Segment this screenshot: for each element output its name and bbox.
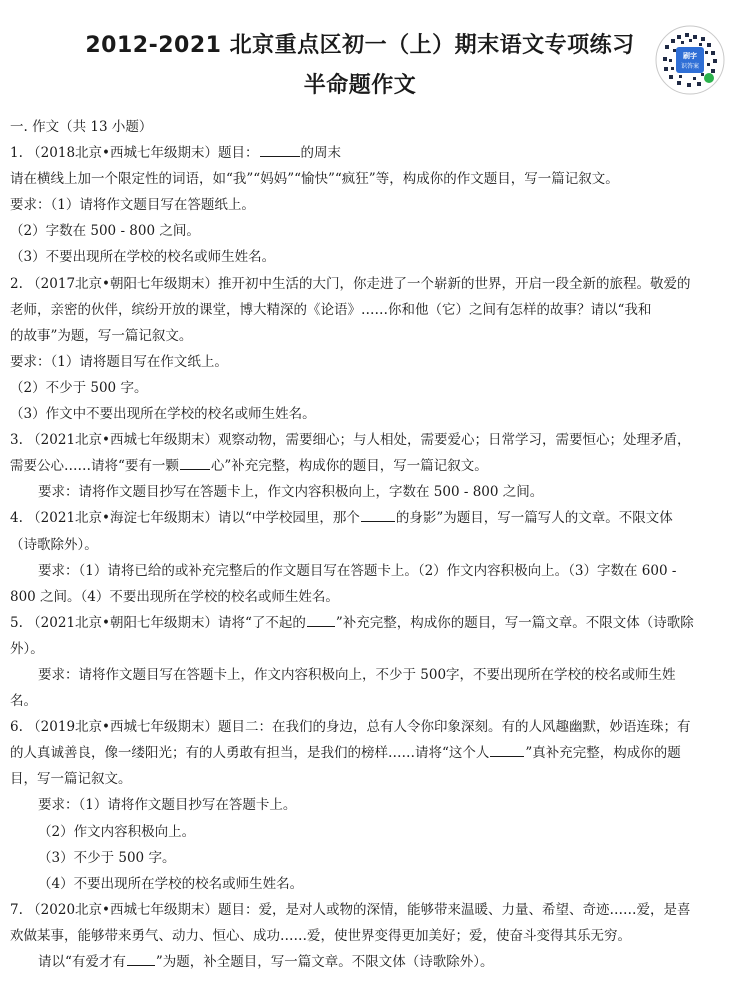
question-2-prompt: 老师，亲密的伙伴，缤纷开放的课堂，博大精深的《论语》……你和他（它）之间有怎样的故事？请以“我和 bbox=[10, 301, 652, 318]
text: ”真补充完整，构成你的题 bbox=[525, 745, 681, 762]
question-4-prompt: （诗歌除外）。 bbox=[10, 536, 98, 553]
answer-blank bbox=[490, 744, 524, 757]
requirement-line: （2）作文内容积极向上。 bbox=[38, 823, 196, 840]
question-5-title bbox=[10, 610, 718, 636]
question-6-title: 6. （2019北京•西城七年级期末）题目二：在我们的身边，总有人令你印象深刻。有的人风趣幽默，妙语连珠；有 bbox=[10, 719, 691, 736]
answer-blank bbox=[180, 457, 210, 470]
requirement-line: 800 之间。（4）不要出现所在学校的校名或师生姓名。 bbox=[10, 588, 339, 605]
question-6-prompt bbox=[10, 740, 718, 766]
text: ”补充完整，构成你的题目，写一篇文章。不限文体（诗歌除 bbox=[335, 614, 694, 631]
question-3-title: 3. （2021北京•西城七年级期末）观察动物，需要细心；与人相处，需要爱心；日常学习，需要恒心；处理矛盾， bbox=[10, 432, 691, 449]
question-7-prompt bbox=[10, 949, 718, 975]
text: 1. （2018北京•西城七年级期末）题目： bbox=[10, 145, 259, 162]
question-6-prompt: 目，写一篇记叙文。 bbox=[10, 771, 132, 788]
question-7-title: 7. （2020北京•西城七年级期末）题目：爱，是对人或物的深情，能够带来温暖、力量、希望、奇迹……爱，是喜 bbox=[10, 901, 691, 918]
requirement-line: 要求：（1）请将题目写在作文纸上。 bbox=[10, 353, 228, 370]
requirement-line: 要求：请将作文题目写在答题卡上，作文内容积极向上，不少于 500字，不要出现所在学校的校名或师生姓 bbox=[38, 666, 676, 683]
requirement-line: 要求：请将作文题目抄写在答题卡上，作文内容积极向上，字数在 500 - 800 之间。 bbox=[38, 484, 544, 501]
answer-blank bbox=[260, 144, 300, 157]
question-2-prompt: 的故事”为题，写一篇记叙文。 bbox=[10, 327, 193, 344]
text: 的人真诚善良，像一缕阳光；有的人勇敢有担当，是我们的榜样……请将“这个人 bbox=[10, 745, 490, 762]
text: 的周末 bbox=[300, 145, 341, 162]
question-3-prompt bbox=[10, 453, 718, 479]
question-5-prompt: 外）。 bbox=[10, 640, 44, 657]
requirement-line: 名。 bbox=[10, 693, 37, 710]
svg-text:识答案: 识答案 bbox=[680, 63, 700, 70]
text: 4. （2021北京•海淀七年级期末）请以“中学校园里，那个 bbox=[10, 510, 360, 527]
answer-blank bbox=[307, 614, 335, 627]
requirement-line: （3）不要出现所在学校的校名或师生姓名。 bbox=[10, 249, 276, 266]
text: 心”补充完整，构成你的题目，写一篇记叙文。 bbox=[210, 458, 488, 475]
requirement-line: 要求：（1）请将作文题目写在答题纸上。 bbox=[10, 197, 255, 214]
requirement-line: （3）不少于 500 字。 bbox=[38, 849, 176, 866]
document-subtitle: 半命题作文 bbox=[303, 73, 417, 98]
requirement-line: （4）不要出现所在学校的校名或师生姓名。 bbox=[38, 875, 304, 892]
svg-text:刷字: 刷字 bbox=[683, 52, 697, 60]
answer-blank bbox=[127, 953, 155, 966]
text: ”为题，补全题目，写一篇文章。不限文体（诗歌除外）。 bbox=[155, 954, 494, 970]
question-2-title: 2. （2017北京•朝阳七年级期末）推开初中生活的大门，你走进了一个崭新的世界，开启一段全新的旅程。敬爱的 bbox=[10, 275, 691, 292]
requirement-line: 要求：（1）请将作文题目抄写在答题卡上。 bbox=[38, 797, 297, 814]
section-heading: 一. 作文（共 13 小题） bbox=[10, 119, 153, 135]
question-4-title bbox=[10, 505, 718, 531]
text: 需要公心……请将“要有一颗 bbox=[10, 458, 179, 475]
question-1-title bbox=[10, 140, 718, 166]
qr-code-icon bbox=[655, 25, 725, 95]
exercise-list bbox=[10, 114, 718, 975]
document-title: 2012-2021 北京重点区初一（上）期末语文专项练习 bbox=[85, 33, 635, 58]
requirement-line: 要求：（1）请将已给的或补充完整后的作文题目写在答题卡上。（2）作文内容积极向上。（3）字数在 600 - bbox=[38, 562, 677, 579]
requirement-line: （3）作文中不要出现所在学校的校名或师生姓名。 bbox=[10, 406, 316, 423]
text: 的身影”为题目，写一篇写人的文章。不限文体 bbox=[395, 510, 673, 527]
question-7-prompt: 欢做某事，能够带来勇气、动力、恒心、成功……爱，使世界变得更加美好；爱，使奋斗变得其乐无穷。 bbox=[10, 927, 631, 944]
requirement-line: （2）不少于 500 字。 bbox=[10, 379, 148, 396]
text: 5. （2021北京•朝阳七年级期末）请将“了不起的 bbox=[10, 614, 306, 631]
question-1-prompt: 请在横线上加一个限定性的词语，如“我”“妈妈”“愉快”“疯狂”等，构成你的作文题目，写一篇记叙文。 bbox=[10, 171, 619, 188]
requirement-line: （2）字数在 500 - 800 之间。 bbox=[10, 223, 200, 240]
answer-blank bbox=[361, 509, 395, 522]
text: 请以“有爱才有 bbox=[38, 954, 126, 970]
